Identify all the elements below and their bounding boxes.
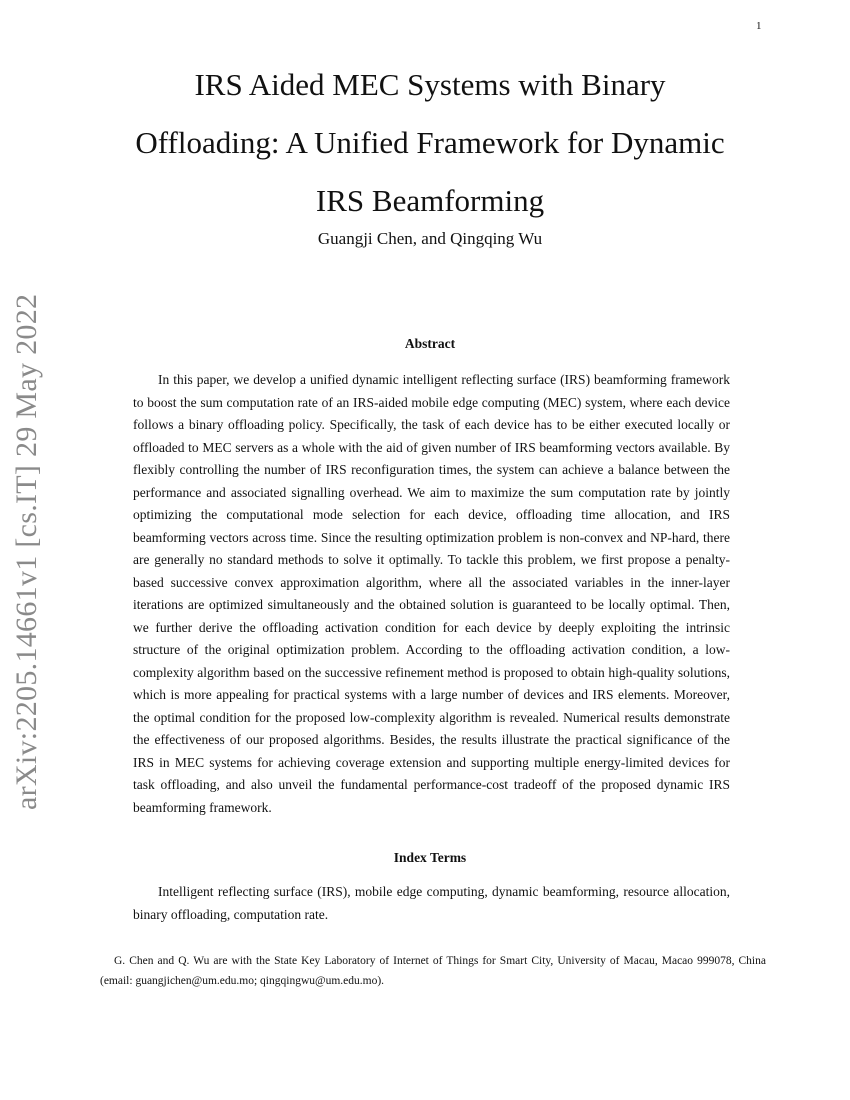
paper-title (90, 56, 770, 230)
author-list: Guangji Chen, and Qingqing Wu (317, 229, 543, 248)
index-terms-heading: Index Terms (393, 850, 467, 865)
page-number: 1 (756, 20, 762, 32)
author-affiliation-footnote: G. Chen and Q. Wu are with the State Key Laboratory of Internet of Things for Smart City, University of Macau, Macao 999078, China (email: guangjichen@um.edu.mo; qingqingwu@um.edu.mo). (100, 955, 766, 987)
abstract-heading: Abstract (404, 336, 456, 351)
abstract-text: In this paper, we develop a unified dynamic intelligent reflecting surface (IRS) beamforming framework to boost the sum computation rate of an IRS-aided mobile edge computing (MEC) system, where each device follows a binary offloading policy. Specifically, the task of each device has to be either executed locally or offloaded to MEC servers as a whole with the aid of given number of IRS beamforming vectors available. By flexibly controlling the number of IRS reconfiguration times, the system can achieve a balance between the performance and associated signalling overhead. We aim to maximize the sum computation rate by jointly optimizing the computational mode selection for each device, offloading time allocation, and IRS beamforming vectors across time. Since the resulting optimization problem is non-convex and NP-hard, there are generally no standard methods to solve it optimally. To tackle this problem, we first propose a penalty-based successive convex approximation algorithm, where all the associated variables in the inner-layer iterations are optimized simultaneously and the obtained solution is guaranteed to be locally optimal. Then, we further derive the offloading activation condition for each device by deeply exploiting the intrinsic structure of the original optimization problem. According to the offloading activation condition, a low-complexity algorithm based on the successive refinement method is proposed to obtain high-quality solutions, which is more appealing for practical systems with a large number of devices and IRS elements. Moreover, the optimal condition for the proposed low-complexity algorithm is revealed. Numerical results demonstrate the effectiveness of our proposed algorithms. Besides, the results illustrate the practical significance of the IRS in MEC systems for achieving coverage extension and supporting multiple energy-limited devices for task offloading, and also unveil the fundamental performance-cost tradeoff of the proposed dynamic IRS beamforming framework. (133, 372, 730, 815)
arxiv-identifier-stamp: arXiv:2205.14661v1 [cs.IT] 29 May 2022 (10, 293, 43, 810)
title-line-2: Offloading: A Unified Framework for Dynamic (135, 125, 725, 160)
title-line-1: IRS Aided MEC Systems with Binary (194, 67, 666, 102)
title-line-3: IRS Beamforming (315, 183, 545, 218)
index-terms-text: Intelligent reflecting surface (IRS), mobile edge computing, dynamic beamforming, resource allocation, binary offloading, computation rate. (133, 884, 730, 922)
